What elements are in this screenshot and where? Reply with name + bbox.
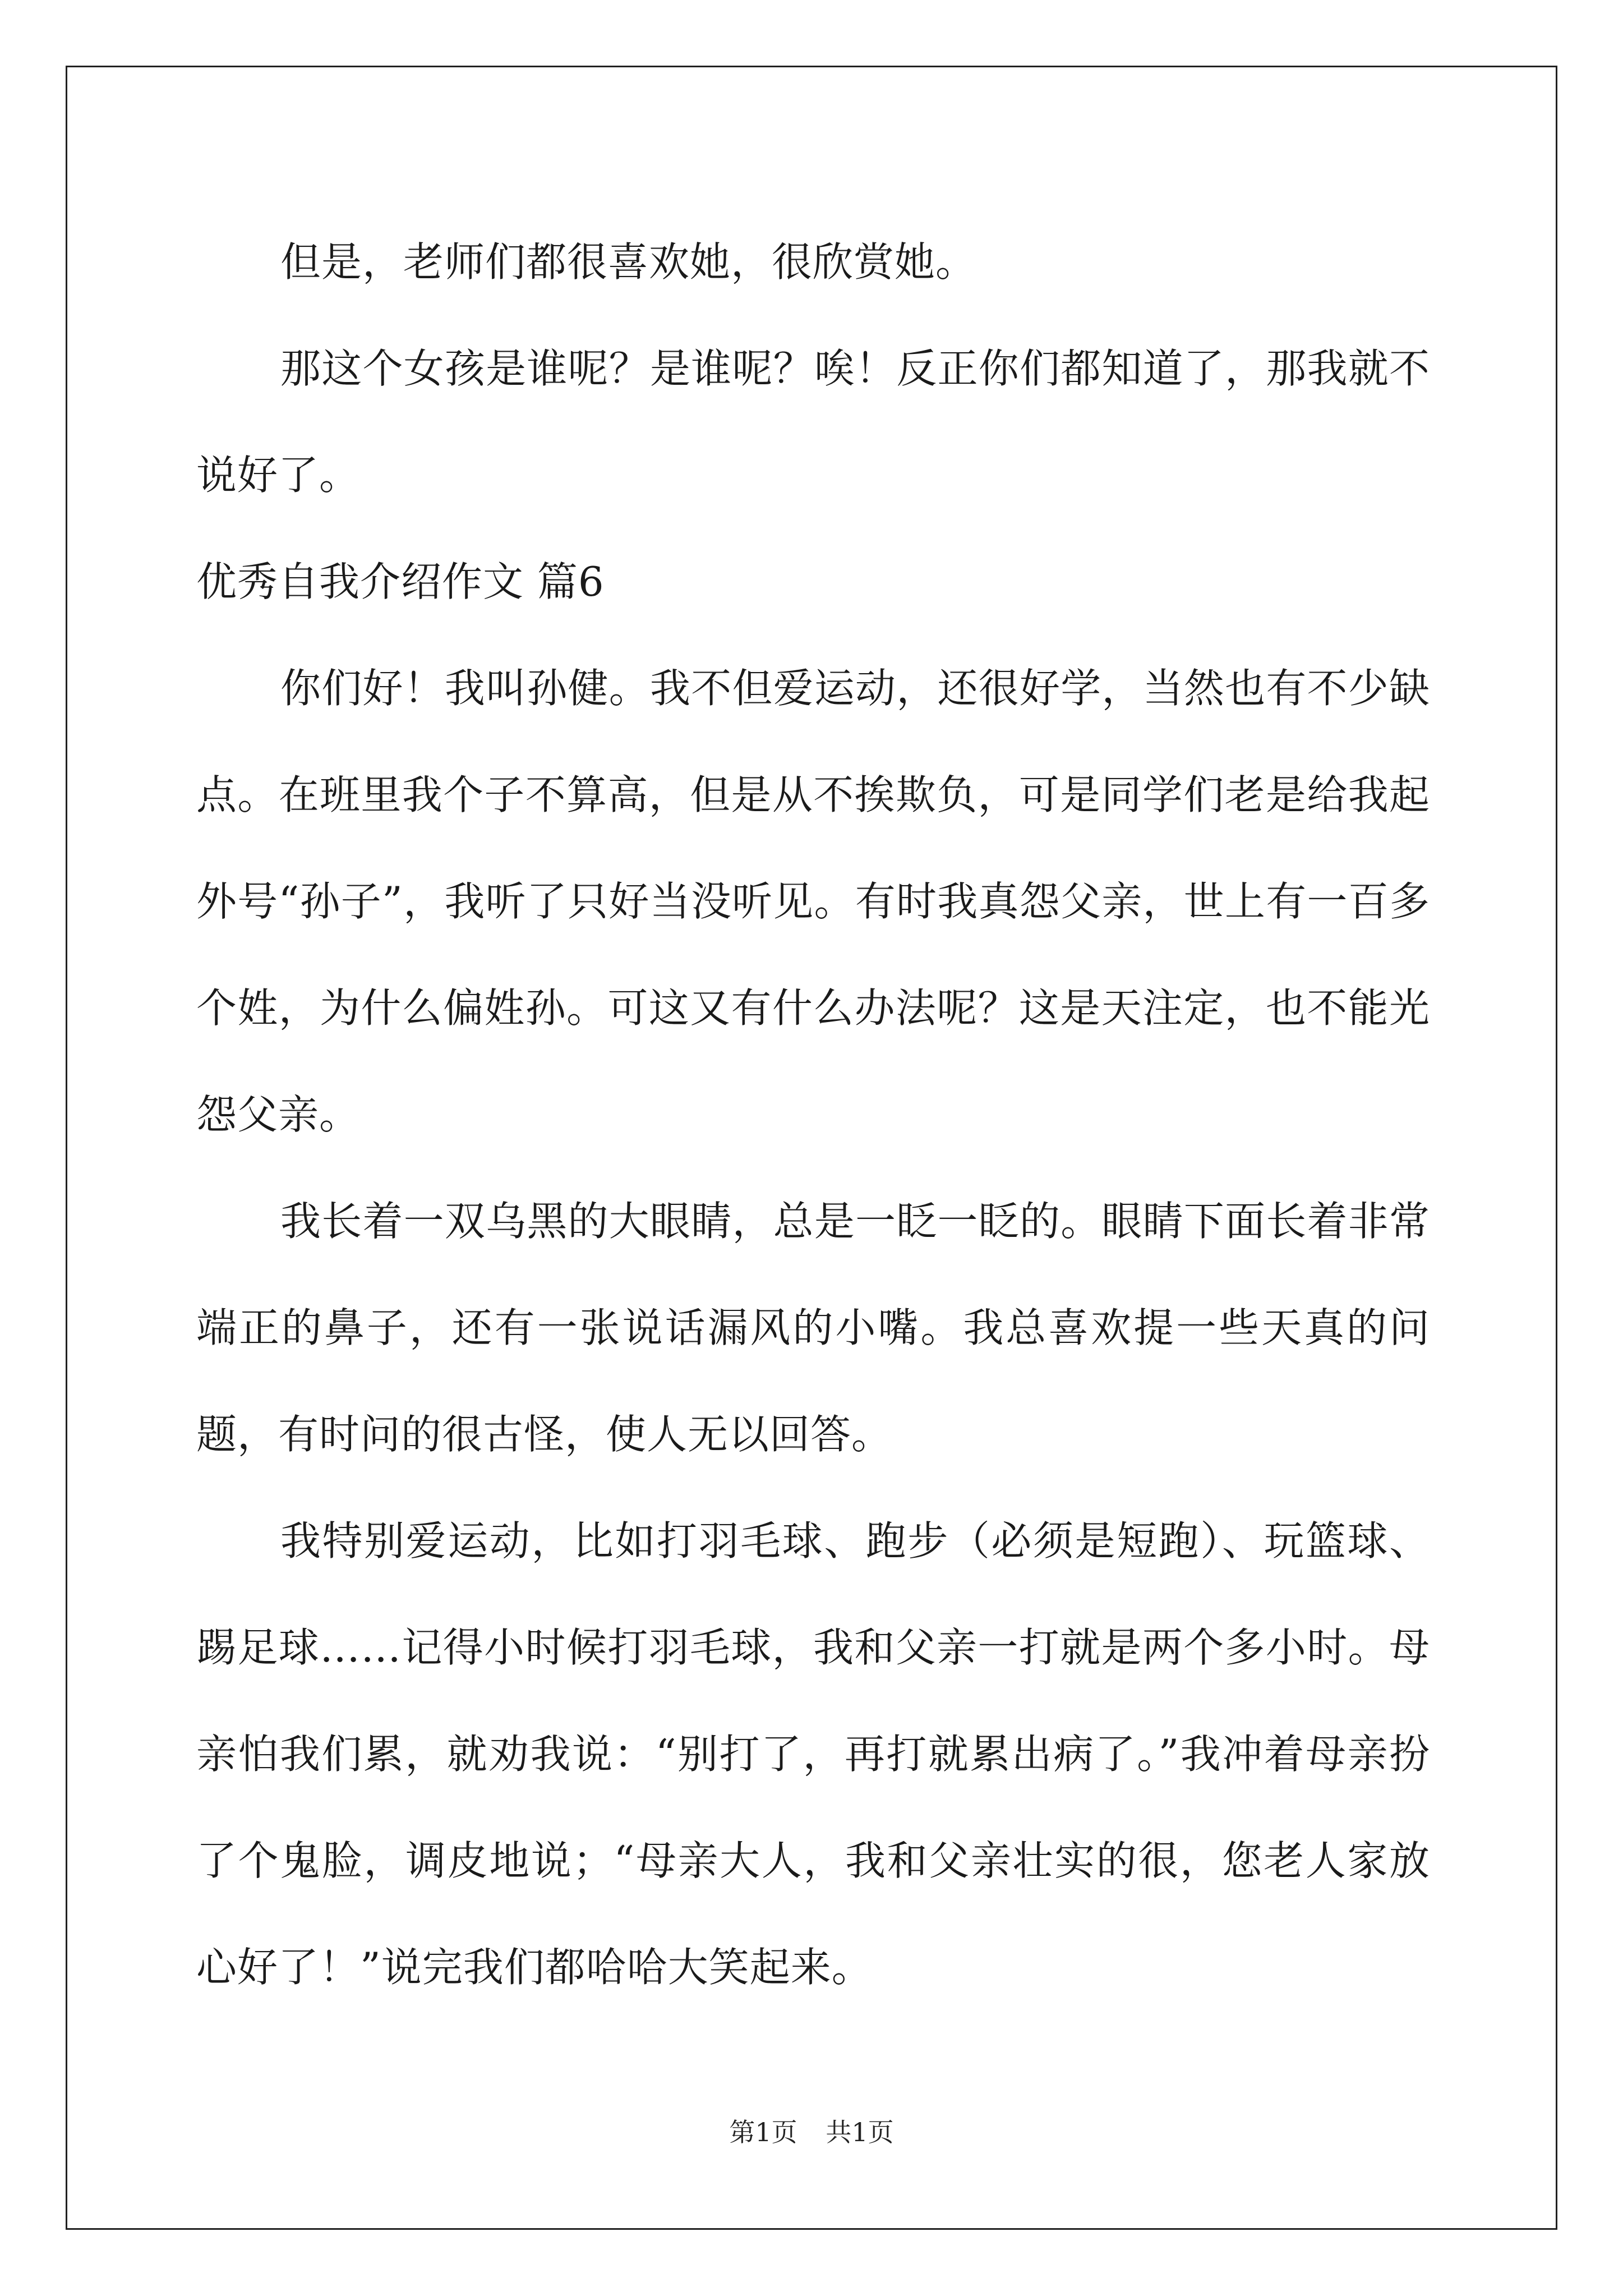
page-number: 第1页 <box>729 2117 797 2147</box>
paragraph: 那这个女孩是谁呢？是谁呢？唉！反正你们都知道了，那我就不说好了。 <box>196 345 1430 499</box>
paragraph: 但是，老师们都很喜欢她，很欣赏她。 <box>280 238 977 286</box>
paragraph: 我长着一双乌黑的大眼睛，总是一眨一眨的。眼睛下面长着非常端正的鼻子，还有一张说话漏风的小嘴。我总喜欢提一些天真的问题，有时问的很古怪，使人无以回答。 <box>196 1198 1430 1458</box>
paragraph: 我特别爱运动，比如打羽毛球、跑步（必须是短跑）、玩篮球、踢足球……记得小时候打羽毛球，我和父亲一打就是两个多小时。母亲怕我们累，就劝我说：“别打了，再打就累出病了。”我冲着母亲扮了个鬼脸，调皮地说；“母亲大人，我和父亲壮实的很，您老人家放心好了！”说完我们都哈哈大笑起来。 <box>196 1517 1430 1991</box>
page-footer <box>0 2112 1623 2149</box>
paragraph: 你们好！我叫孙健。我不但爱运动，还很好学，当然也有不少缺点。在班里我个子不算高，但是从不挨欺负，可是同学们老是给我起外号“孙子”，我听了只好当没听见。有时我真怨父亲，世上有一百多个姓，为什么偏姓孙。可这又有什么办法呢？这是天注定，也不能光怨父亲。 <box>196 665 1430 1138</box>
page-total: 共1页 <box>826 2117 894 2147</box>
section-heading: 优秀自我介绍作文 篇6 <box>196 558 605 605</box>
document-body <box>196 209 1430 2021</box>
